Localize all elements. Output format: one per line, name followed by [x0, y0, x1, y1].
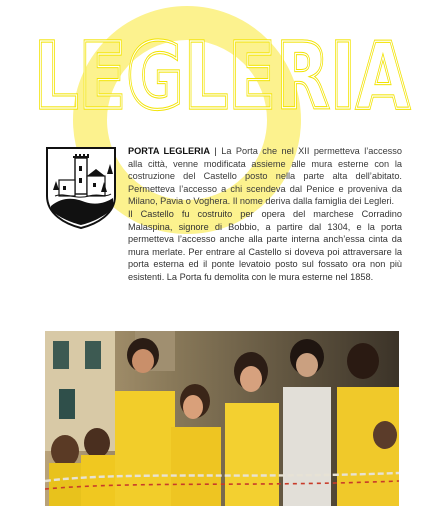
article-heading: PORTA LEGLERIA — [128, 146, 210, 156]
article-intro: La Porta che nel XII permetteva l’accesso alla città, venne modificata assieme alle mura esterne con la costruzione del Castello posto nella parte alta dell’abitato. Permetteva l’accesso a chi scendeva dal Penice e proveniva da Milano, Pavia o Voghera. Il nome deriva dalla famiglia dei Legleri. — [128, 146, 402, 207]
heading-separator: | — [210, 146, 222, 156]
article-paragraph-2: Il Castello fu costruito per opera del marchese Corradino Malaspina, signore di Bobbio, a partire dal 1304, e la porta permetteva l’accesso anche alla parte interna anch’essa cinta da mura merlate. Per entrare al Castello si doveva poi attraversare la porta esterna ed il ponte levatoio posto sul fossato ora non più esistenti. La Porta fu demolita con le mura esterne nel 1858. — [128, 208, 402, 282]
article-text — [128, 145, 402, 284]
title-text: LEGLERIA — [34, 28, 410, 124]
title-inline-stroke: LEGLERIA — [34, 28, 410, 124]
castle-tower-crest-icon — [45, 146, 117, 230]
page-title — [30, 28, 414, 124]
crowd-photo-icon — [45, 331, 399, 506]
article-paragraph-1 — [128, 145, 402, 208]
